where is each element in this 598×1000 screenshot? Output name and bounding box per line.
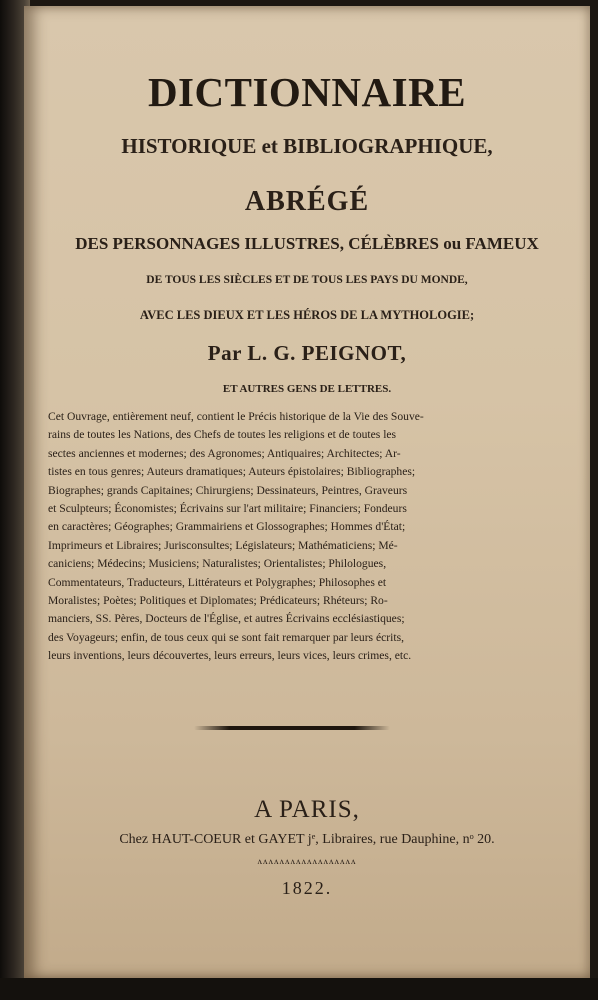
description-line: sectes anciennes et modernes; des Agronomes; Antiquaires; Architectes; Ar- (48, 446, 401, 460)
subtitle-historique: HISTORIQUE et BIBLIOGRAPHIQUE, (121, 134, 493, 158)
description-line: Cet Ouvrage, entièrement neuf, contient le Précis historique de la Vie des Souve- (48, 410, 424, 423)
description-line: Biographes; grands Capitaines; Chirurgiens; Dessinateurs, Peintres, Graveurs (48, 483, 408, 497)
subtitle-siecles: DE TOUS LES SIÈCLES ET DE TOUS LES PAYS DU MONDE, (146, 274, 468, 286)
imprint-year: 1822. (281, 878, 333, 898)
author-line: Par L. G. PEIGNOT, (207, 341, 407, 365)
subtitle-mythologie: AVEC LES DIEUX ET LES HÉROS DE LA MYTHOLOGIE; (139, 308, 475, 322)
description-line: manciers, SS. Pères, Docteurs de l'Église, et autres Écrivains ecclésiastiques; (48, 612, 405, 626)
coauthors-line: ET AUTRES GENS DE LETTRES. (222, 383, 392, 395)
book-title: DICTIONNAIRE (147, 69, 467, 115)
description-line: leurs inventions, leurs découvertes, leurs erreurs, leurs vices, leurs crimes, etc. (48, 649, 412, 663)
description-line: et Sculpteurs; Économistes; Écrivains sur l'art militaire; Financiers; Fondeurs (48, 502, 407, 516)
subtitle-abrege: ABRÉGÉ (244, 186, 370, 217)
description-line: en caractères; Géographes; Grammairiens et Glossographes; Hommes d'État; (48, 520, 406, 534)
imprint-ornament: ʌʌʌʌʌʌʌʌʌʌʌʌʌʌʌʌʌʌ (257, 856, 357, 866)
description-line: Commentateurs, Traducteurs, Littérateurs et Polygraphes; Philosophes et (48, 575, 387, 589)
bottom-shadow (0, 978, 598, 1000)
subtitle-personnages: DES PERSONNAGES ILLUSTRES, CÉLÈBRES ou FAMEUX (75, 234, 539, 253)
description-line: caniciens; Médecins; Musiciens; Naturalistes; Orientalistes; Philologues, (48, 557, 387, 571)
decorative-rule (194, 726, 390, 730)
imprint-city: A PARIS, (254, 796, 360, 823)
description-line: Imprimeurs et Libraires; Jurisconsultes; Législateurs; Mathématiciens; Mé- (48, 538, 398, 552)
imprint-publisher: Chez HAUT-COEUR et GAYET jᵉ, Libraires, rue Dauphine, nᵒ 20. (119, 832, 495, 847)
description-line: tistes en tous genres; Auteurs dramatiques; Auteurs épistolaires; Bibliographes; (48, 465, 416, 479)
description-line: des Voyageurs; enfin, de tous ceux qui se sont fait remarquer par leurs écrits, (48, 630, 404, 644)
title-page (24, 6, 590, 978)
description-line: Moralistes; Poètes; Politiques et Diplomates; Prédicateurs; Rhéteurs; Ro- (48, 594, 388, 608)
description-line: rains de toutes les Nations, des Chefs de toutes les religions et de toutes les (48, 428, 397, 442)
description-paragraph (48, 408, 558, 666)
